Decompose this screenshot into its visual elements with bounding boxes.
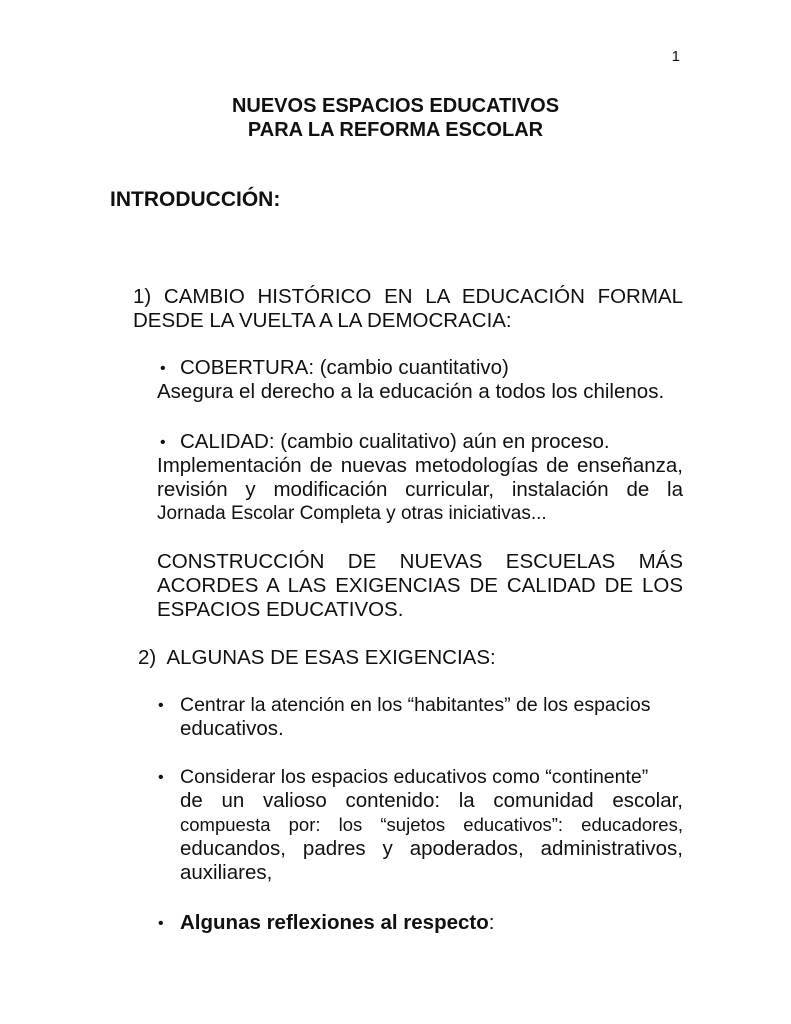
section2-heading: 2) ALGUNAS DE ESAS EXIGENCIAS: (138, 646, 496, 669)
cobertura-text: Asegura el derecho a la educación a todos los chilenos. (157, 380, 665, 403)
item1-line-1: Centrar la atención en los “habitantes” de los espacios (180, 694, 651, 716)
calidad-line-3: Jornada Escolar Completa y otras iniciativas... (157, 503, 547, 524)
bullet-icon: • (158, 769, 164, 786)
calidad-bullet: CALIDAD: (cambio cualitativo) aún en proceso. (180, 430, 610, 453)
item2-line-3: compuesta por: los “sujetos educativos”: educadores, (180, 814, 683, 835)
item1-line-2: educativos. (180, 717, 284, 740)
item2-line-2: de un valioso contenido: la comunidad escolar, (180, 789, 683, 812)
item2-line-1: Considerar los espacios educativos como “continente” (180, 766, 649, 788)
item2-line-4: educandos, padres y apoderados, administrativos, (180, 837, 683, 860)
construccion-line-3: ESPACIOS EDUCATIVOS. (157, 598, 404, 621)
bullet-icon: • (160, 434, 166, 451)
construccion-line-1: CONSTRUCCIÓN DE NUEVAS ESCUELAS MÁS (157, 550, 683, 573)
page-number: 1 (671, 48, 680, 65)
reflexiones-colon: : (488, 911, 495, 934)
title-line-2: PARA LA REFORMA ESCOLAR (247, 119, 544, 141)
reflexiones-bold: Algunas reflexiones al respecto (180, 911, 489, 934)
intro-heading: INTRODUCCIÓN: (110, 188, 281, 211)
calidad-line-2: revisión y modificación curricular, instalación de la (157, 478, 683, 501)
section1-heading-line1: 1) CAMBIO HISTÓRICO EN LA EDUCACIÓN FORMAL (133, 285, 683, 308)
title-line-1: NUEVOS ESPACIOS EDUCATIVOS (231, 95, 560, 117)
bullet-icon: • (160, 360, 166, 377)
reflexiones-item (180, 911, 494, 935)
bullet-icon: • (158, 915, 164, 932)
calidad-line-1: Implementación de nuevas metodologías de enseñanza, (157, 454, 683, 477)
construccion-line-2: ACORDES A LAS EXIGENCIAS DE CALIDAD DE LOS (157, 574, 683, 597)
section1-heading-line2: DESDE LA VUELTA A LA DEMOCRACIA: (133, 309, 512, 332)
item2-line-5: auxiliares, (180, 861, 273, 884)
cobertura-bullet: COBERTURA: (cambio cuantitativo) (180, 356, 509, 379)
bullet-icon: • (158, 697, 164, 714)
